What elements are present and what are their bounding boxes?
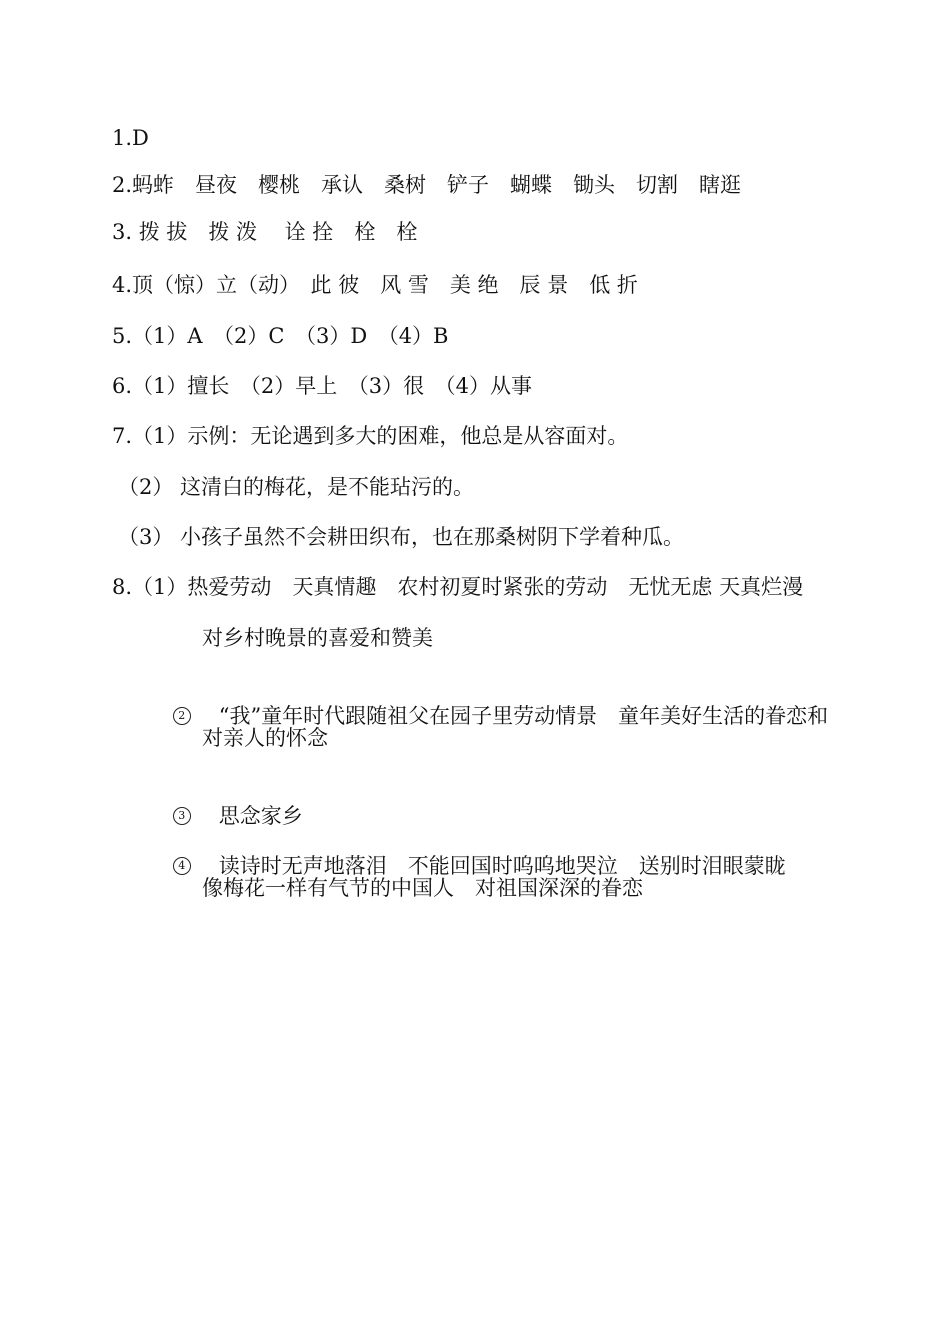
circled-number-4-icon: 4 [173,857,191,875]
answer-2: 2.蚂蚱 昼夜 樱桃 承认 桑树 铲子 蝴蝶 锄头 切割 瞎逛 [112,173,742,197]
answer-8-item-1-line-1: 8.（1）热爱劳动 天真情趣 农村初夏时紧张的劳动 无忧无虑 天真烂漫 [112,575,804,599]
answer-8-item-2-line-2: 对亲人的怀念 [202,726,328,750]
answer-6: 6.（1）擅长 （2）早上 （3）很 （4）从事 [112,374,532,398]
circled-number-3-icon: 3 [173,807,191,825]
answer-1: 1.D [112,126,149,150]
answer-8-item-3-line-1: 思念家乡 [218,804,303,828]
answer-8-item-1-line-2: 对乡村晚景的喜爱和赞美 [202,626,433,650]
answer-8-item-4-line-1: 读诗时无声地落泪 不能回国时呜呜地哭泣 送别时泪眼蒙眬 [218,854,786,878]
answer-8-item-4-line-2: 像梅花一样有气节的中国人 对祖国深深的眷恋 [202,876,643,900]
answer-4: 4.顶（惊）立（动） 此 彼 风 雪 美 绝 辰 景 低 折 [112,273,638,297]
answer-7-item-1: 7.（1）示例：无论遇到多大的困难，他总是从容面对。 [112,424,629,448]
answer-7-item-3: （3） 小孩子虽然不会耕田织布，也在那桑树阴下学着种瓜。 [118,525,685,549]
answer-5: 5.（1）A （2）C （3）D （4）B [112,324,449,348]
answer-7-item-2: （2） 这清白的梅花，是不能玷污的。 [118,475,475,499]
circled-number-2-icon: 2 [173,707,191,725]
answer-8-item-2-line-1: “我”童年时代跟随祖父在园子里劳动情景 童年美好生活的眷恋和 [218,704,829,728]
answer-3: 3. 拨 拔 拨 泼 诠 拴 栓 栓 [112,220,418,244]
